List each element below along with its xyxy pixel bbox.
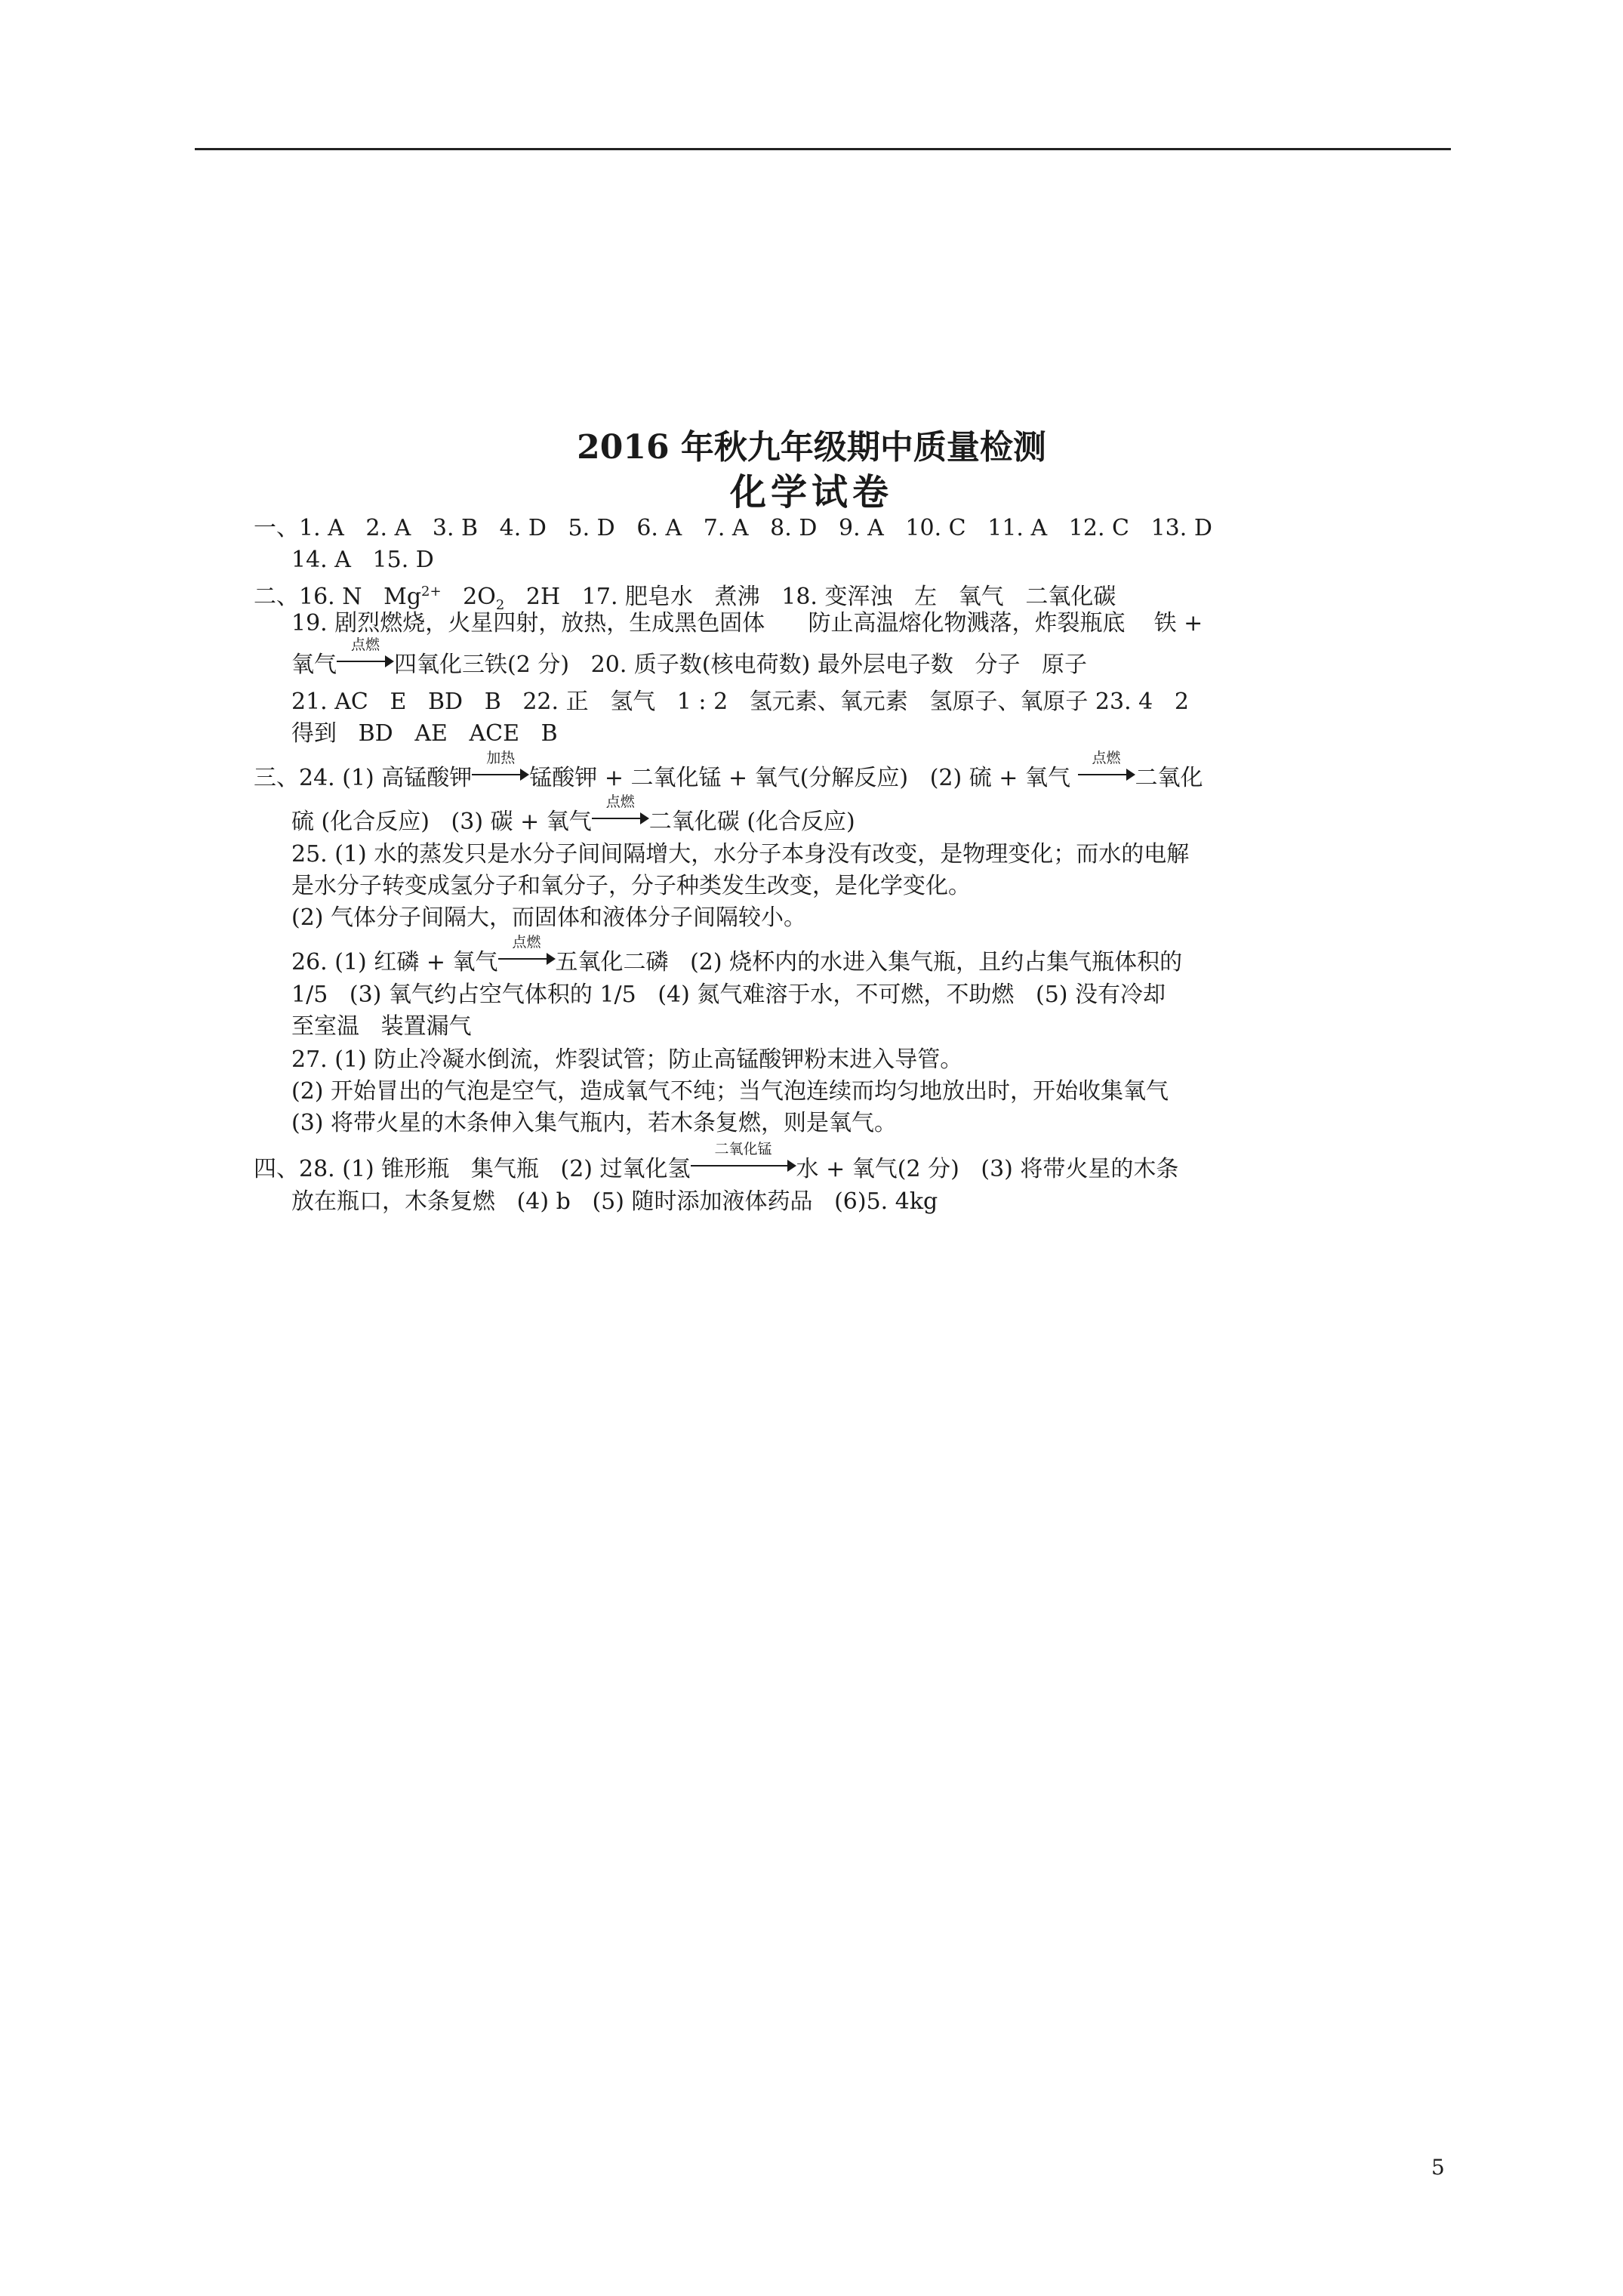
q26-line-1: 26. (1) 红磷 + 氧气 点燃 五氧化二磷 (2) 烧杯内的水进入集气瓶，且约占集气瓶体积的: [291, 934, 1183, 975]
reaction-arrow: 点燃: [498, 947, 556, 969]
s2-line-1: 二、16. N $Mg^{2+}$ $2O_2$ 2H 17. 肥皂水 煮沸 18. 变浑浊 左 氧气 二氧化碳: [254, 584, 1116, 613]
reaction-arrow: 点燃: [337, 649, 394, 672]
s2-line-4: 21. AC E BD B 22. 正 氢气 1 : 2 氢元素、氧元素 氢原子、氧原子 23. 4 2: [291, 689, 1189, 715]
s1-line-2: 14. A 15. D: [291, 547, 434, 573]
reaction-arrow: 二氧化锰: [691, 1154, 796, 1176]
q26-line-3: 至室温 装置漏气: [291, 1013, 472, 1040]
page-subtitle: 化学试卷: [729, 471, 893, 513]
s3-line-1: 三、24. (1) 高锰酸钾 加热 锰酸钾 + 二氧化锰 + 氧气(分解反应) (2) 硫 + 氧气 点燃 二氧化: [254, 750, 1203, 791]
q27-line-1: 27. (1) 防止冷凝水倒流，炸裂试管；防止高锰酸钾粉末进入导管。: [291, 1046, 963, 1073]
s4-line-2: 放在瓶口，木条复燃 (4) b (5) 随时添加液体药品 (6)5. 4kg: [291, 1188, 938, 1215]
header-rule: [195, 148, 1451, 150]
q25-line-2: 是水分子转变成氢分子和氧分子，分子种类发生改变，是化学变化。: [291, 873, 971, 899]
s4-line-1: 四、28. (1) 锥形瓶 集气瓶 (2) 过氧化氢 二氧化锰 水 + 氧气(2 分) (3) 将带火星的木条: [254, 1141, 1179, 1182]
q27-line-3: (3) 将带火星的木条伸入集气瓶内，若木条复燃，则是氧气。: [291, 1110, 898, 1136]
s3-line-2: 硫 (化合反应) (3) 碳 + 氧气 点燃 二氧化碳 (化合反应): [291, 794, 855, 835]
reaction-arrow: 点燃: [592, 806, 649, 829]
q25-line-3: (2) 气体分子间隔大，而固体和液体分子间隔较小。: [291, 905, 807, 931]
q27-line-2: (2) 开始冒出的气泡是空气，造成氧气不纯；当气泡连续而均匀地放出时，开始收集氧气: [291, 1078, 1169, 1105]
s2-line-2: 19. 剧烈燃烧，火星四射，放热，生成黑色固体 防止高温熔化物溅落，炸裂瓶底 铁 +: [291, 610, 1203, 636]
reaction-arrow: 点燃: [1078, 763, 1135, 785]
s1-line-1: 一、1. A 2. A 3. B 4. D 5. D 6. A 7. A 8. D 9. A 10. C 11. A 12. C 13. D: [254, 515, 1212, 541]
s2-line-3: 氧气 点燃 四氧化三铁(2 分) 20. 质子数(核电荷数) 最外层电子数 分子 原子: [291, 636, 1088, 678]
reaction-arrow: 加热: [472, 763, 529, 785]
q26-line-2: 1/5 (3) 氧气约占空气体积的 1/5 (4) 氮气难溶于水，不可燃，不助燃 (5) 没有冷却: [291, 982, 1166, 1008]
page-title: 2016 年秋九年级期中质量检测: [577, 428, 1046, 467]
page-number: 5: [1431, 2155, 1445, 2180]
q25-line-1: 25. (1) 水的蒸发只是水分子间间隔增大，水分子本身没有改变，是物理变化；而水的电解: [291, 841, 1190, 868]
s2-line-5: 得到 BD AE ACE B: [291, 720, 558, 747]
